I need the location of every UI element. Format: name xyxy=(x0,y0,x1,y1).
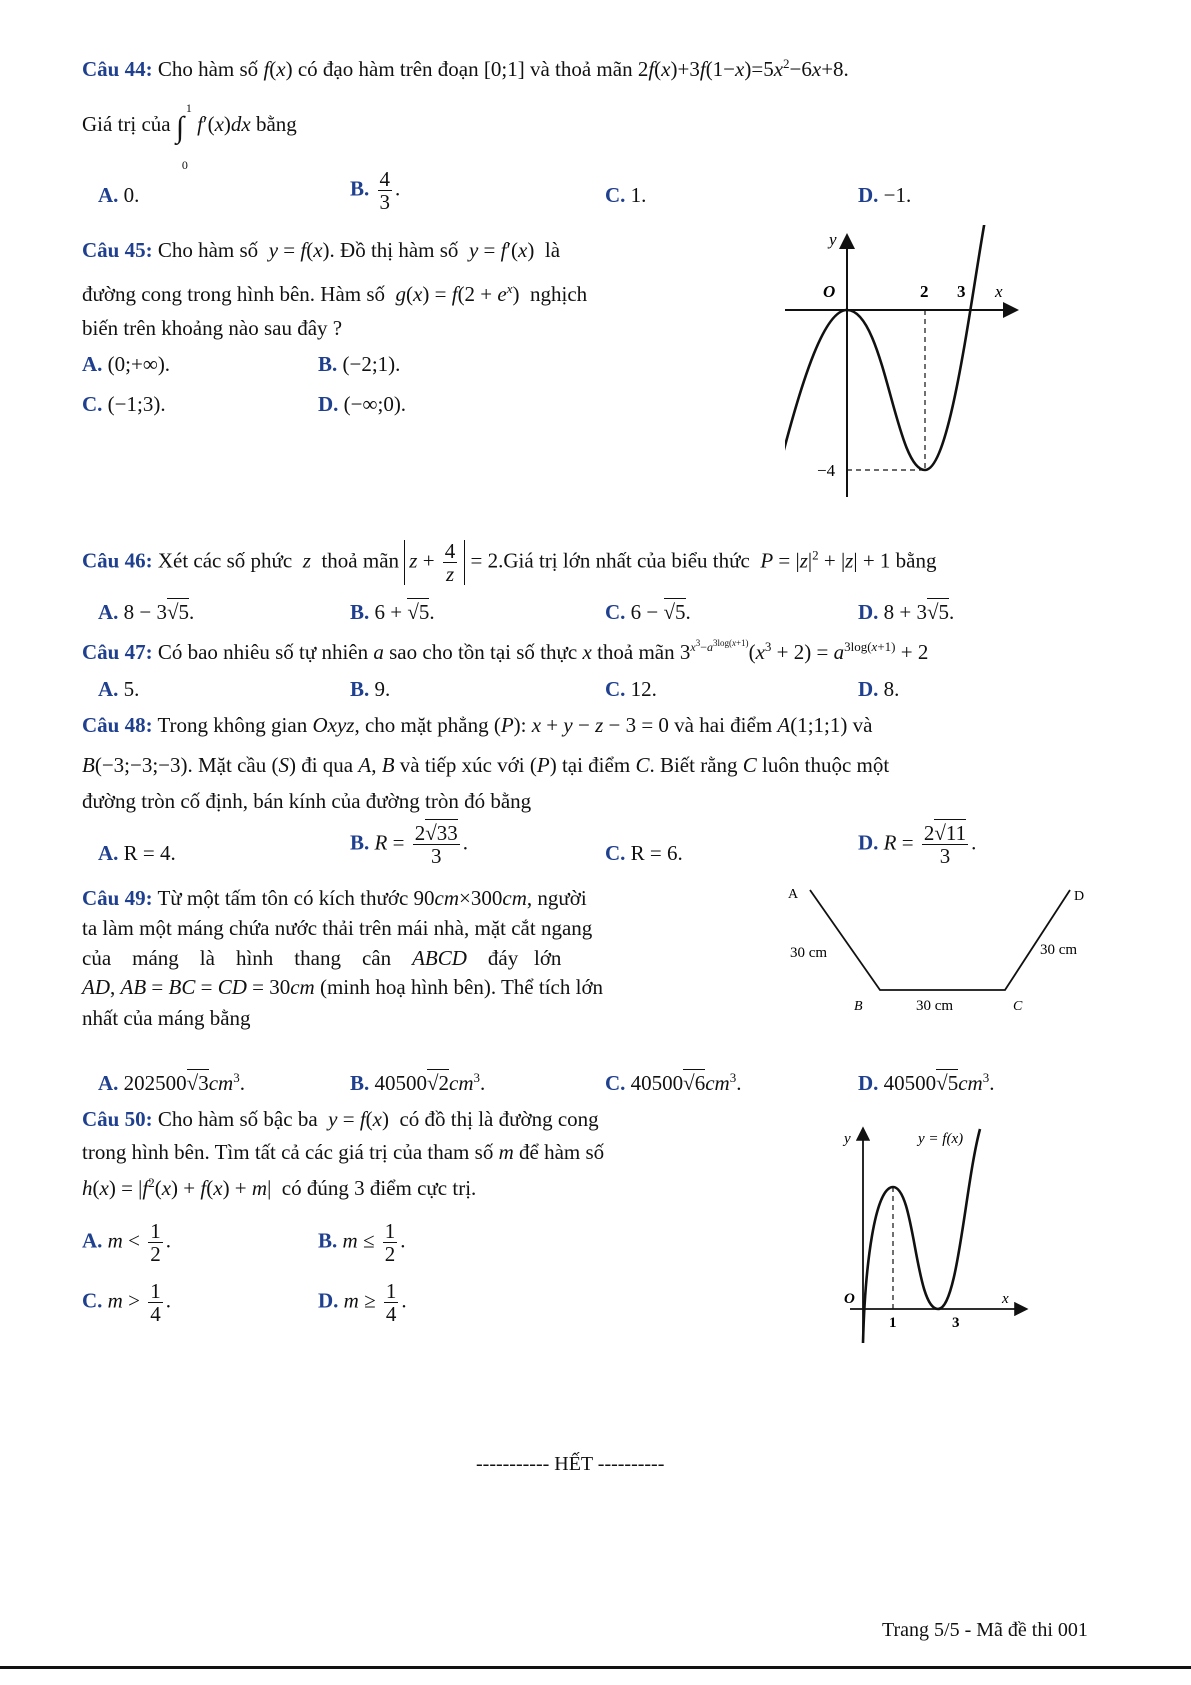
bottom-rule xyxy=(0,1666,1191,1669)
f-prime-curve xyxy=(785,225,985,470)
q45-option-a[interactable] xyxy=(82,352,170,377)
q49-label: Câu 49: xyxy=(82,886,153,910)
q48-line1: Câu 48: Trong không gian Oxyz, cho mặt phẳng (P): x + y − z − 3 = 0 và hai điểm A(1;1;1) và xyxy=(82,713,873,737)
label-bc: 30 cm xyxy=(916,998,954,1014)
q48-line3: đường tròn cố định, bán kính của đường tròn đó bằng xyxy=(82,789,532,813)
q44-line2: Giá trị của ∫ 1 0 f′(x)dx bằng xyxy=(82,101,297,172)
q44-option-b[interactable]: B. $\frac{4}{3}$ . xyxy=(350,167,401,215)
x-label: x xyxy=(1002,1291,1009,1307)
q44-label: Câu 44: xyxy=(82,57,153,81)
origin-label: O xyxy=(823,282,836,301)
y-label: y xyxy=(844,1131,851,1147)
option-label: B. xyxy=(350,830,370,855)
q45-graph xyxy=(785,225,1025,500)
x-label: x xyxy=(995,282,1003,301)
option-text: 0. xyxy=(123,183,140,207)
option-label: C. xyxy=(82,1288,103,1313)
q50-graph xyxy=(830,1125,1030,1345)
q49-option-d[interactable]: D. $40500√5cm^3$. xyxy=(858,1070,995,1095)
q45-line2: đường cong trong hình bên. Hàm số $g(x) = f(2 + e^x)$ nghịch xyxy=(82,281,588,306)
q44-option-c[interactable] xyxy=(605,183,646,208)
q49-option-a[interactable]: A. $202500√3cm^3$. xyxy=(98,1070,245,1095)
option-label: A. xyxy=(98,183,119,207)
q50-option-c[interactable]: C. m > $\frac{1}{4}$ . xyxy=(82,1279,171,1327)
q50-line2: trong hình bên. Tìm tất cả các giá trị của tham số m để hàm số xyxy=(82,1140,605,1164)
option-label: D. xyxy=(318,392,339,416)
tick-1: 1 xyxy=(889,1315,897,1331)
q46-label: Câu 46: xyxy=(82,548,153,573)
q47-text: Câu 47: Có bao nhiêu số tự nhiên a sao cho tồn tại số thực x thoả mãn $3^{x^3-a^{3log(x+1)}}(x^3 + 2) = a^{3log(x+1)} + 2$ xyxy=(82,638,929,664)
q50-line3: $h(x) = |f^2(x) + f(x) + m|$ có đúng 3 điểm cực trị. xyxy=(82,1175,477,1200)
q49-option-b[interactable]: B. $40500√2cm^3$. xyxy=(350,1070,486,1095)
vertex-b: B xyxy=(854,999,863,1014)
q47-option-a[interactable] xyxy=(98,677,139,702)
q45-option-d[interactable] xyxy=(318,392,406,417)
q50-option-d[interactable]: D. m ≥ $\frac{1}{4}$ . xyxy=(318,1279,407,1327)
option-text: 12. xyxy=(630,677,657,701)
option-label: D. xyxy=(858,677,879,701)
tick-minus4: −4 xyxy=(817,461,836,480)
option-text: (−2;1). xyxy=(342,352,401,376)
option-text: 9. xyxy=(374,677,391,701)
q44-line2-post: bằng xyxy=(255,112,297,136)
q46-option-c[interactable]: C. 6 − √5. xyxy=(605,600,691,624)
q45-label: Câu 45: xyxy=(82,238,153,262)
curve-label: y = f(x) xyxy=(918,1131,964,1147)
option-text: −1. xyxy=(883,183,912,207)
option-label: C. xyxy=(605,841,626,865)
option-text: (−1;3). xyxy=(107,392,166,416)
vertex-a: A xyxy=(788,887,799,902)
option-label: D. xyxy=(858,1071,879,1095)
q45-option-c[interactable] xyxy=(82,392,166,417)
tick-3: 3 xyxy=(952,1315,960,1331)
tick-3: 3 xyxy=(957,282,966,301)
option-label: D. xyxy=(858,183,879,207)
option-label: C. xyxy=(605,600,626,624)
q44-option-d[interactable] xyxy=(858,183,911,208)
option-label: B. xyxy=(350,176,370,201)
option-label: D. xyxy=(318,1288,339,1313)
option-label: C. xyxy=(605,183,626,207)
option-text: (−∞;0). xyxy=(343,392,407,416)
label-ab: 30 cm xyxy=(790,945,828,961)
vertex-c: C xyxy=(1013,999,1023,1014)
q48-option-d[interactable]: D. R = $\frac{2√11}{3}$ . xyxy=(858,821,977,869)
q50-option-a[interactable]: A. m < $\frac{1}{2}$ . xyxy=(82,1219,171,1267)
q47-label: Câu 47: xyxy=(82,640,153,664)
q44-option-a[interactable] xyxy=(98,183,139,208)
option-text: R = 6. xyxy=(630,841,683,865)
option-label: C. xyxy=(605,1071,626,1095)
option-text: 5. xyxy=(123,677,140,701)
q49-line2: ta làm một máng chứa nước thải trên mái nhà, mặt cắt ngang xyxy=(82,916,593,940)
page-footer: Trang 5/5 - Mã đề thi 001 xyxy=(882,1619,1088,1641)
option-label: B. xyxy=(350,1071,370,1095)
q50-line1: Câu 50: Cho hàm số bậc ba y = f(x) có đồ thị là đường cong xyxy=(82,1107,599,1131)
q49-line4: AD, AB = BC = CD = 30cm (minh hoạ hình bên). Thể tích lớn xyxy=(82,975,604,999)
option-label: B. xyxy=(350,677,370,701)
end-marker: ----------- HẾT ---------- xyxy=(476,1453,665,1475)
option-label: C. xyxy=(605,677,626,701)
option-label: B. xyxy=(318,1228,338,1253)
q44-line1: Câu 44: Cho hàm số f(x) có đạo hàm trên đoạn [0;1] và thoả mãn $2f(x)+3f(1-x)=5x^2-6x+8$. xyxy=(82,56,849,81)
q48-option-b[interactable]: B. R = $\frac{2√33}{3}$ . xyxy=(350,821,468,869)
option-text: R = 4. xyxy=(123,841,176,865)
q48-label: Câu 48: xyxy=(82,713,153,737)
q49-line3: của máng là hình thang cân ABCD đáy lớn xyxy=(82,946,562,970)
option-label: A. xyxy=(82,1228,103,1253)
origin-label: O xyxy=(844,1291,855,1307)
q48-option-c[interactable] xyxy=(605,841,683,866)
q49-trapezoid xyxy=(780,880,1100,1020)
option-label: A. xyxy=(82,352,103,376)
q46-option-a[interactable]: A. 8 − 3√5. xyxy=(98,600,195,624)
q47-option-b[interactable] xyxy=(350,677,390,702)
q44-line2-pre: Giá trị của xyxy=(82,112,171,136)
vertex-d: D xyxy=(1074,889,1085,904)
q50-option-b[interactable]: B. m ≤ $\frac{1}{2}$ . xyxy=(318,1219,406,1267)
q48-line2: B(−3;−3;−3). Mặt cầu (S) đi qua A, B và tiếp xúc với (P) tại điểm C. Biết rằng C luôn thuộc một xyxy=(82,753,890,777)
option-label: B. xyxy=(350,600,370,624)
q46-option-d[interactable]: D. 8 + 3√5. xyxy=(858,600,955,624)
option-text: 8. xyxy=(883,677,900,701)
option-label: D. xyxy=(858,600,879,624)
q49-line5: nhất của máng bằng xyxy=(82,1006,251,1030)
q46-option-b[interactable]: B. 6 + √5. xyxy=(350,600,435,624)
q46-text: Câu 46: Xét các số phức z thoả mãn z + $\frac{4}{z}$ = 2.Giá trị lớn nhất của biểu thức $P = |z|^2 + |z| + 1$ bằng xyxy=(82,539,937,587)
option-label: D. xyxy=(858,830,879,855)
option-text: 1. xyxy=(630,183,647,207)
option-text: (0;+∞). xyxy=(107,352,171,376)
option-label: C. xyxy=(82,392,103,416)
q47-option-d[interactable] xyxy=(858,677,899,702)
option-label: A. xyxy=(98,1071,119,1095)
q45-option-b[interactable] xyxy=(318,352,400,377)
q50-label: Câu 50: xyxy=(82,1107,153,1131)
option-label: A. xyxy=(98,677,119,701)
option-label: A. xyxy=(98,600,119,624)
tick-2: 2 xyxy=(920,282,929,301)
cubic-curve xyxy=(863,1129,980,1343)
trapezoid-shape xyxy=(810,890,1070,990)
label-cd: 30 cm xyxy=(1040,942,1078,958)
q47-option-c[interactable] xyxy=(605,677,657,702)
q48-option-a[interactable] xyxy=(98,841,176,866)
q45-line1: Câu 45: Cho hàm số y = f(x). Đồ thị hàm số y = f′(x) là xyxy=(82,238,561,262)
q49-option-c[interactable]: C. $40500√6cm^3$. xyxy=(605,1070,742,1095)
option-label: A. xyxy=(98,841,119,865)
y-label: y xyxy=(829,230,837,249)
q45-line3: biến trên khoảng nào sau đây ? xyxy=(82,316,343,340)
q49-line1: Câu 49: Từ một tấm tôn có kích thước 90cm×300cm, người xyxy=(82,886,587,910)
option-label: B. xyxy=(318,352,338,376)
